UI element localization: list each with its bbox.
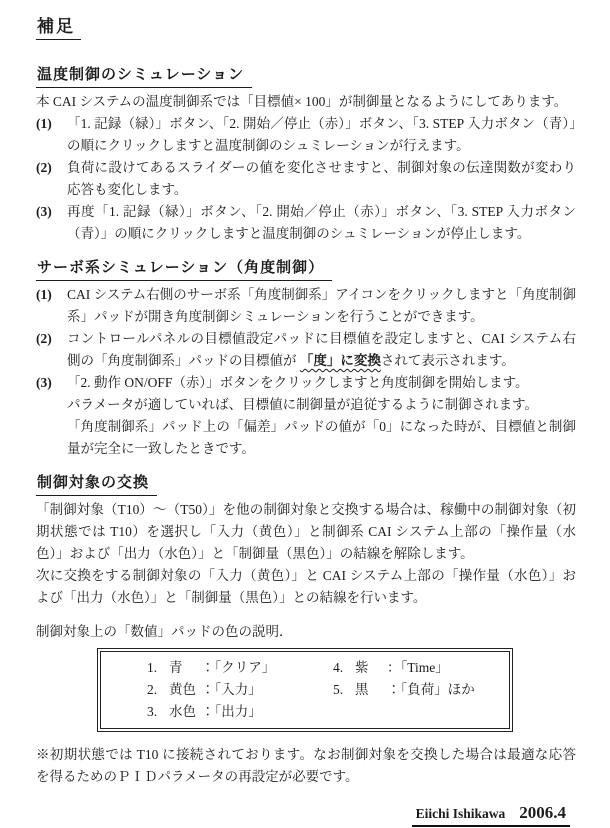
- item-number: (2): [36, 331, 52, 346]
- item-text: [67, 372, 576, 460]
- legend-item-number: 5.: [333, 682, 344, 697]
- temperature-heading: 温度制御のシミュレーション: [36, 64, 252, 88]
- legend-label: 制御対象上の「数値」パッドの色の説明．: [36, 624, 293, 639]
- list-item: [36, 157, 576, 201]
- signature-date: 2006.4: [519, 803, 566, 822]
- section-temperature: [36, 64, 576, 245]
- list-item: [36, 328, 576, 372]
- legend-color-name: 紫: [355, 660, 369, 675]
- legend-item-number: 3.: [147, 704, 158, 719]
- legend-value: 「入力」: [214, 682, 262, 697]
- legend-item-number: 1.: [147, 660, 158, 675]
- legend-value: 「クリア」: [214, 660, 276, 675]
- list-item: [36, 372, 576, 460]
- temperature-intro: 本 CAI システムの温度制御系では「目標値× 100」が制御量となるようにしてあります。: [36, 94, 568, 109]
- item-line: 「2. 動作 ON/OFF（赤）」ボタンをクリックしますと角度制御を開始します。: [67, 375, 529, 390]
- legend-item-number: 4.: [333, 660, 344, 675]
- item-text: CAI システム右側のサーボ系「角度制御系」アイコンをクリックしますと「角度制御系」パッドが開き角度制御シミュレーションを行うことができます。: [67, 287, 576, 324]
- item-text: 「1. 記録（緑）」ボタン、「2. 開始／停止（赤）」ボタン、「3. STEP 入力ボタン（青）」の順にクリックしますと温度制御のシュミレーションが行えます。: [67, 116, 576, 153]
- legend-item: [333, 679, 499, 701]
- item-number: (1): [36, 116, 52, 131]
- legend-separator: ：: [201, 660, 215, 675]
- item-text: [67, 328, 576, 372]
- legend-value: 「Time」: [400, 660, 449, 675]
- legend-value: 「負荷」ほか: [400, 682, 475, 697]
- legend-item: [333, 657, 499, 679]
- section-exchange: [36, 472, 576, 609]
- legend-grid: [147, 657, 499, 723]
- legend-color-name: 黄色: [169, 682, 196, 697]
- item-text: 再度「1. 記録（緑）」ボタン、「2. 開始／停止（赤）」ボタン、「3. STEP 入力ボタン（青）」の順にクリックしますと温度制御のシュミレーションが停止します。: [67, 204, 576, 241]
- item-text-post: されて表示されます。: [380, 353, 515, 368]
- legend-separator: ：: [201, 704, 215, 719]
- list-item: [36, 201, 576, 245]
- legend-item: [147, 701, 333, 723]
- servo-heading: サーボ系シミュレーション（角度制御）: [36, 257, 332, 281]
- item-number: (3): [36, 204, 52, 219]
- exchange-paragraph: 「制御対象（T10）～（T50）」を他の制御対象と交換する場合は、稼働中の制御対象（初期状態では T10）を選択し「入力（黄色）」と制御系 CAI システム上部の「操作量（水色）」および「出力（水色）」と「制御量（黒色）」の結線を解除します。: [36, 502, 576, 561]
- item-text-pre: コントロールパネルの目標値設定パッドに目標値を設定しますと、CAI システム右側の「角度制御系」パッドの目標値が: [67, 331, 576, 368]
- item-line: パラメータが適していれば、目標値に制御量が追従するように制御されます。: [67, 397, 539, 412]
- list-item: [36, 284, 576, 328]
- signature-name: Eiichi Ishikawa: [415, 806, 506, 821]
- legend-item-number: 2.: [147, 682, 158, 697]
- emphasized-text: 「度」に変換: [299, 353, 381, 368]
- item-line: 「角度制御系」パッド上の「偏差」パッドの値が「0」になった時が、目標値と制御量が完全に一致したときです。: [67, 419, 576, 456]
- legend-item: [147, 657, 333, 679]
- footnote: ※初期状態では T10 に接続されております。なお制御対象を交換した場合は最適な応答を得るためのＰＩＤパラメータの再設定が必要です。: [36, 747, 576, 784]
- legend-separator: ：: [201, 682, 215, 697]
- legend-item: [147, 679, 333, 701]
- item-text: 負荷に設けてあるスライダーの値を変化させますと、制御対象の伝達関数が変わり応答も変化します。: [67, 160, 576, 197]
- section-servo: [36, 257, 576, 460]
- exchange-heading: 制御対象の交換: [36, 472, 157, 496]
- item-number: (2): [36, 160, 52, 175]
- legend-value: 「出力」: [214, 704, 262, 719]
- exchange-paragraph: 次に交換をする制御対象の「入力（黄色）」と CAI システム上部の「操作量（水色）」および「出力（水色）」と「制御量（黒色）」との結線を行います。: [36, 568, 576, 605]
- legend-separator: ：: [387, 682, 401, 697]
- signature-line: [36, 802, 570, 827]
- legend-color-name: 水色: [169, 704, 196, 719]
- legend-separator: ：: [387, 660, 401, 675]
- page-title: 補足: [36, 16, 81, 40]
- signature: [412, 802, 570, 827]
- legend-color-name: 黒: [355, 682, 369, 697]
- item-number: (3): [36, 375, 52, 390]
- item-number: (1): [36, 287, 52, 302]
- legend-color-name: 青: [169, 660, 183, 675]
- color-legend-box: [97, 648, 513, 732]
- list-item: [36, 113, 576, 157]
